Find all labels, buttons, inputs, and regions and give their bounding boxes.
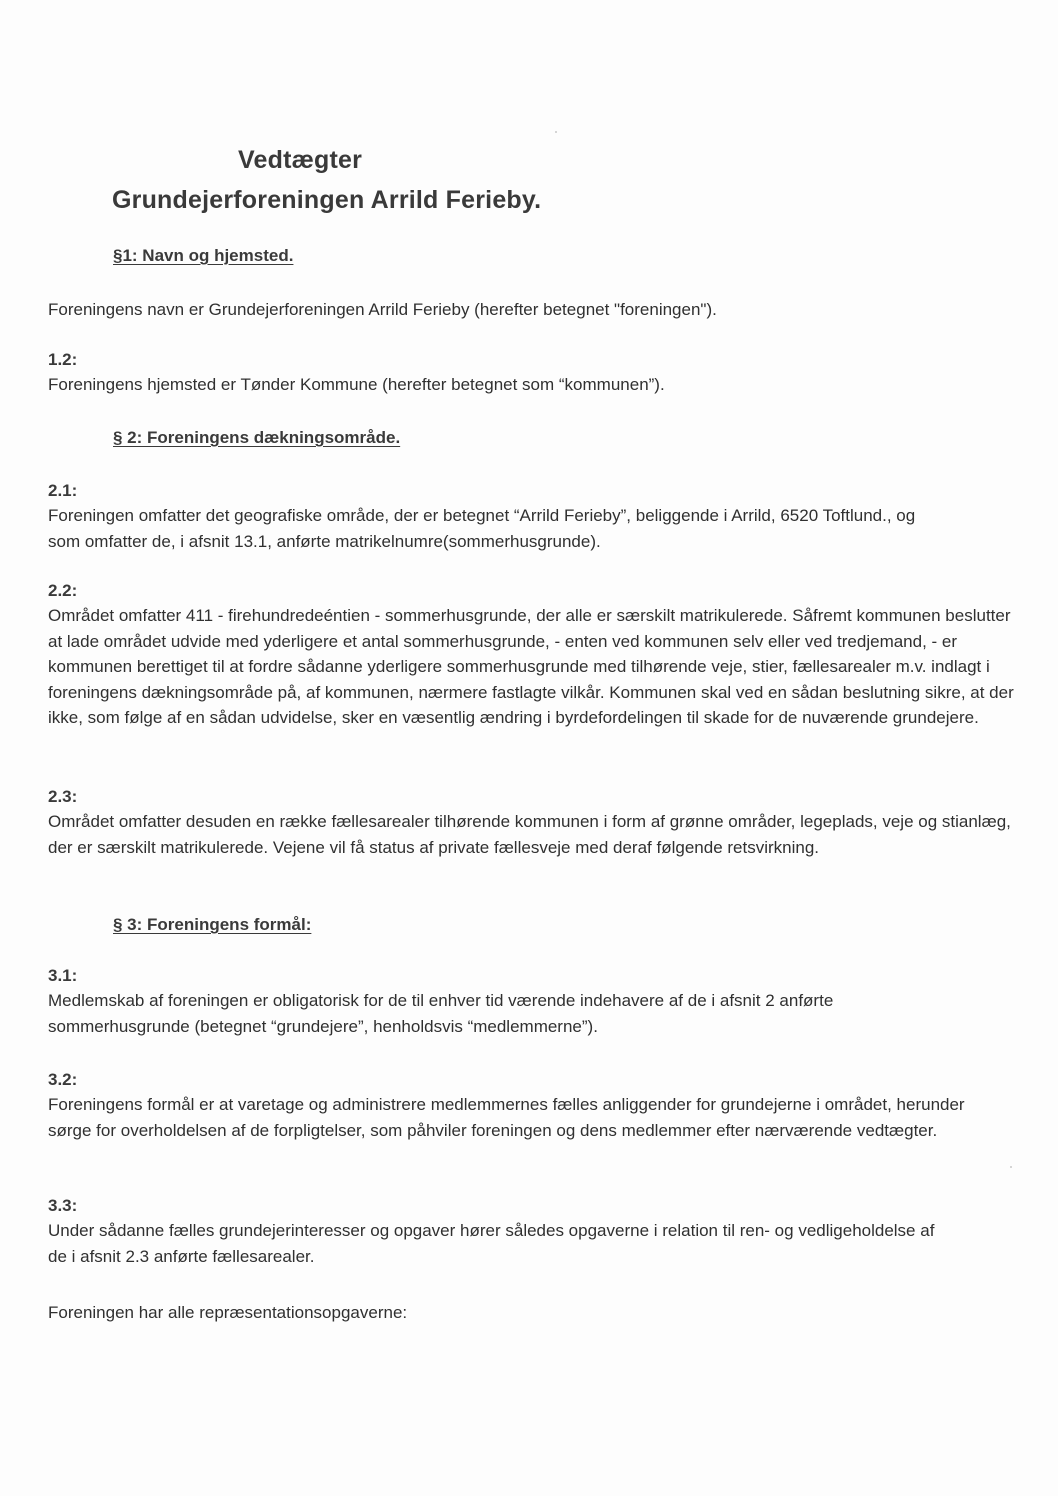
subsection-2-3-label: 2.3: <box>48 787 78 806</box>
subsection-3-1-text: Medlemskab af foreningen er obligatorisk for de til enhver tid værende indehavere af de i afsnit 2 anførte sommerhusgrunde (betegnet “grundejere”, henholdsvis “medlemmerne”). <box>48 991 834 1036</box>
subsection-3-3-label: 3.3: <box>48 1196 78 1215</box>
section-3-closing-text: Foreningen har alle repræsentationsopgaverne: <box>48 1303 408 1322</box>
subsection-1-2-label: 1.2: <box>48 350 78 369</box>
subsection-3-2-label: 3.2: <box>48 1070 78 1089</box>
subsection-2-2-label: 2.2: <box>48 581 78 600</box>
subsection-2-1-text: Foreningen omfatter det geografiske område, der er betegnet “Arrild Ferieby”, beliggende i Arrild, 6520 Toftlund., og som omfatter de, i afsnit 13.1, anførte matrikelnumre(sommerhusgrunde). <box>48 506 916 551</box>
scan-artifact <box>1010 1166 1012 1168</box>
subsection-2-3-text: Området omfatter desuden en række fællesarealer tilhørende kommunen i form af grønne områder, legeplads, veje og stianlæg, der er særskilt matrikulerede. Vejene vil få status af private fællesveje med deraf følgende retsvirkning. <box>48 812 1011 857</box>
subsection-1-2-text: Foreningens hjemsted er Tønder Kommune (herefter betegnet som “kommunen”). <box>48 375 665 394</box>
subsection-3-2-text: Foreningens formål er at varetage og administrere medlemmernes fælles anliggender for grundejerne i området, herunder sørge for overholdelsen af de forpligtelser, som påhviler foreningen og dens medlemmer efter nærværende vedtægter. <box>48 1095 965 1140</box>
subsection-2-2-text: Området omfatter 411 - firehundredeéntien - sommerhusgrunde, der alle er særskilt matrikulerede. Såfremt kommunen beslutter at lade området udvide med yderligere et antal sommerhusgrunde, - enten ved kommunen selv eller ved tredjemand, - er kommunen berettiget til at fordre sådanne yderligere sommerhusgrunde med tilhørende veje, stier, fællesarealer m.v. indlagt i foreningens dækningsområde på, af kommunen, nærmere fastlagte vilkår. Kommunen skal ved en sådan beslutning sikre, at der ikke, som følge af en sådan udvidelse, sker en væsentlig ændring i byrdefordelingen til skade for de nuværende grundejere. <box>48 606 1014 727</box>
section-1-heading: §1: Navn og hjemsted. <box>113 246 294 265</box>
section-3-heading: § 3: Foreningens formål: <box>113 915 312 934</box>
document-title-line1: Vedtægter <box>238 146 363 174</box>
document-title-line2: Grundejerforeningen Arrild Ferieby. <box>112 186 542 214</box>
subsection-2-1-label: 2.1: <box>48 481 78 500</box>
subsection-3-1-label: 3.1: <box>48 966 78 985</box>
section-2-heading: § 2: Foreningens dækningsområde. <box>113 428 401 447</box>
section-1-intro: Foreningens navn er Grundejerforeningen Arrild Ferieby (herefter betegnet "foreningen"). <box>48 300 717 319</box>
scan-artifact <box>555 131 557 133</box>
subsection-3-3-text: Under sådanne fælles grundejerinteresser og opgaver hører således opgaverne i relation til ren- og vedligeholdelse af de i afsnit 2.3 anførte fællesarealer. <box>48 1221 935 1266</box>
